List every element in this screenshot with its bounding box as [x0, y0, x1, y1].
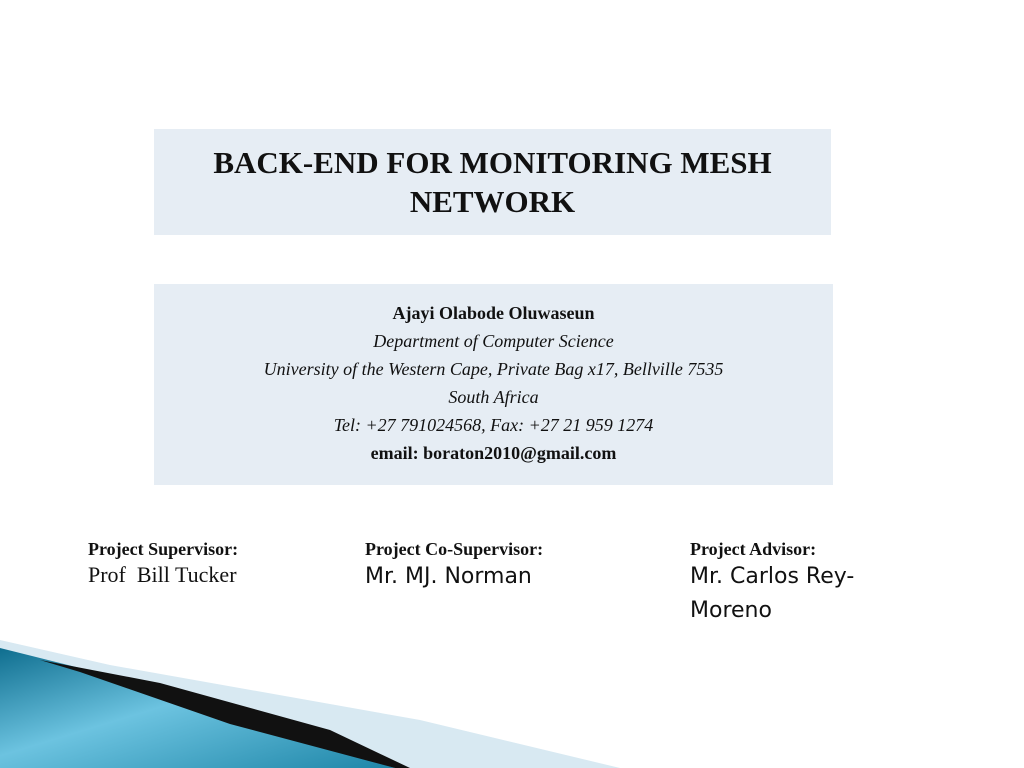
co-supervisor-label: Project Co-Supervisor:	[365, 539, 544, 559]
author-contact: Tel: +27 791024568, Fax: +27 21 959 1274	[333, 415, 654, 435]
supervisor-label: Project Supervisor:	[88, 539, 239, 559]
supervisor-name: Prof Bill Tucker	[88, 562, 237, 587]
author-email: email: boraton2010@gmail.com	[370, 443, 617, 463]
advisor-label: Project Advisor:	[690, 539, 817, 559]
author-university: University of the Western Cape, Private Bag x17, Bellville 7535	[263, 359, 724, 379]
author-department: Department of Computer Science	[373, 331, 614, 351]
presentation-title: BACK-END FOR MONITORING MESH NETWORK	[213, 145, 772, 219]
advisor-name: Mr. Carlos Rey-Moreno	[690, 564, 855, 623]
author-country: South Africa	[448, 387, 539, 407]
co-supervisor-name: Mr. MJ. Norman	[365, 564, 532, 589]
author-name: Ajayi Olabode Oluwaseun	[392, 303, 595, 323]
